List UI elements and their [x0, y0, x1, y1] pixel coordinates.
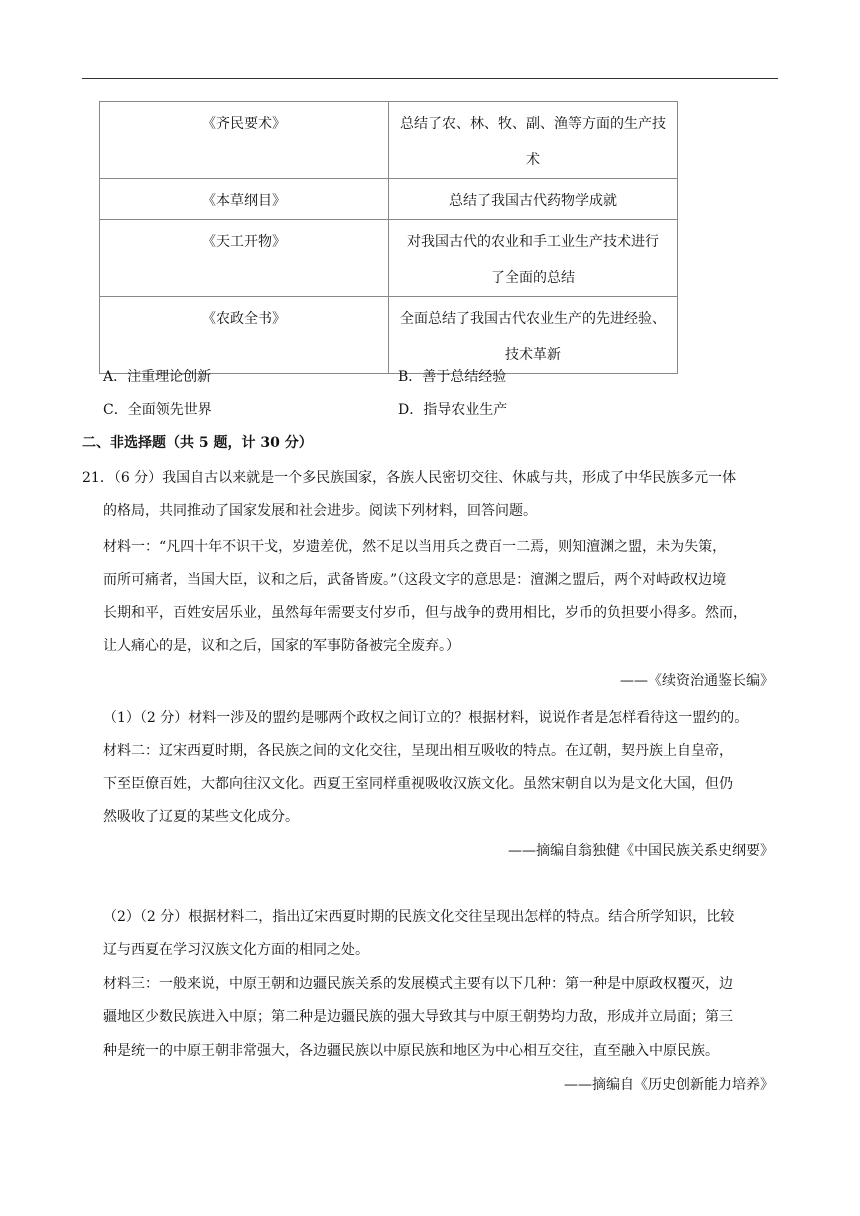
material-1-line: 让人痛心的是，议和之后，国家的军事防备被完全废弃。） — [103, 638, 460, 654]
subquestion-1: （1）（2 分）材料一涉及的盟约是哪两个政权之间订立的？根据材料，说说作者是怎样看待这一盟约的。 — [103, 710, 749, 726]
table-cell-desc — [389, 297, 678, 374]
material-2-line: 下至臣僚百姓，大都向往汉文化。西夏王室同样重视吸收汉族文化。虽然宋朝自以为是文化大国，但仍 — [103, 776, 733, 792]
section-title: 二、非选择题（共 5 题，计 30 分） — [82, 435, 313, 451]
subquestion-2-cont: 辽与西夏在学习汉族文化方面的相同之处。 — [103, 942, 369, 958]
material-2-line: 然吸收了辽夏的某些文化成分。 — [103, 809, 299, 825]
option-b[interactable]: B．善于总结经验 — [398, 369, 507, 385]
table-cell-book: 《天工开物》 — [100, 220, 389, 297]
material-3-line: 材料三：一般来说，中原王朝和边疆民族关系的发展模式主要有以下几种：第一种是中原政权覆灭，边 — [103, 976, 733, 992]
desc-line: 总结了我国古代药物学成就 — [449, 193, 617, 209]
question-21-intro: 21．（6 分）我国自古以来就是一个多民族国家，各族人民密切交往、休戚与共，形成了中华民族多元一体 — [82, 470, 737, 486]
material-1-source: ——《续资治通鉴长编》 — [620, 673, 774, 689]
material-2-line: 材料二：辽宋西夏时期，各民族之间的文化交往，呈现出相互吸收的特点。在辽朝，契丹族上自皇帝， — [103, 743, 733, 759]
material-2-source: ——摘编自翁独健《中国民族关系史纲要》 — [508, 843, 774, 859]
desc-line: 了全面的总结 — [491, 270, 575, 286]
table-cell-book: 《本草纲目》 — [100, 179, 389, 220]
material-3-line: 疆地区少数民族进入中原；第二种是边疆民族的强大导致其与中原王朝势均力敌，形成并立局面；第三 — [103, 1009, 733, 1025]
header-rule — [82, 78, 778, 79]
subquestion-2: （2）（2 分）根据材料二，指出辽宋西夏时期的民族文化交往呈现出怎样的特点。结合所学知识，比较 — [103, 909, 735, 925]
table-row — [100, 297, 678, 374]
desc-line: 全面总结了我国古代农业生产的先进经验、 — [400, 311, 666, 327]
desc-line: 术 — [526, 152, 540, 168]
table-row — [100, 220, 678, 297]
material-3-line: 种是统一的中原王朝非常强大，各边疆民族以中原民族和地区为中心相互交往，直至融入中原民族。 — [103, 1043, 719, 1059]
books-table — [99, 101, 678, 374]
option-d[interactable]: D．指导农业生产 — [398, 402, 508, 418]
table-cell-desc — [389, 220, 678, 297]
option-c[interactable]: C．全面领先世界 — [103, 402, 212, 418]
table-row — [100, 102, 678, 179]
table-cell-desc — [389, 102, 678, 179]
desc-line: 技术革新 — [505, 347, 561, 363]
desc-line: 对我国古代的农业和手工业生产技术进行 — [407, 234, 659, 250]
material-1-line: 材料一：“凡四十年不识干戈，岁遗差优，然不足以当用兵之费百一二焉，则知澶渊之盟，未为失策， — [103, 539, 727, 555]
table-cell-book: 《农政全书》 — [100, 297, 389, 374]
material-1-line: 而所可痛者，当国大臣，议和之后，武备皆废。”（这段文字的意思是：澶渊之盟后，两个对峙政权边境 — [103, 572, 727, 588]
option-a[interactable]: A．注重理论创新 — [103, 369, 212, 385]
material-3-source: ——摘编自《历史创新能力培养》 — [564, 1077, 774, 1093]
table-row — [100, 179, 678, 220]
question-21-intro-cont: 的格局，共同推动了国家发展和社会进步。阅读下列材料，回答问题。 — [103, 503, 537, 519]
desc-line: 总结了农、林、牧、副、渔等方面的生产技 — [400, 116, 666, 132]
table-cell-book: 《齐民要术》 — [100, 102, 389, 179]
table-cell-desc — [389, 179, 678, 220]
material-1-line: 长期和平，百姓安居乐业，虽然每年需要支付岁币，但与战争的费用相比，岁币的负担要小得多。然而， — [103, 605, 747, 621]
